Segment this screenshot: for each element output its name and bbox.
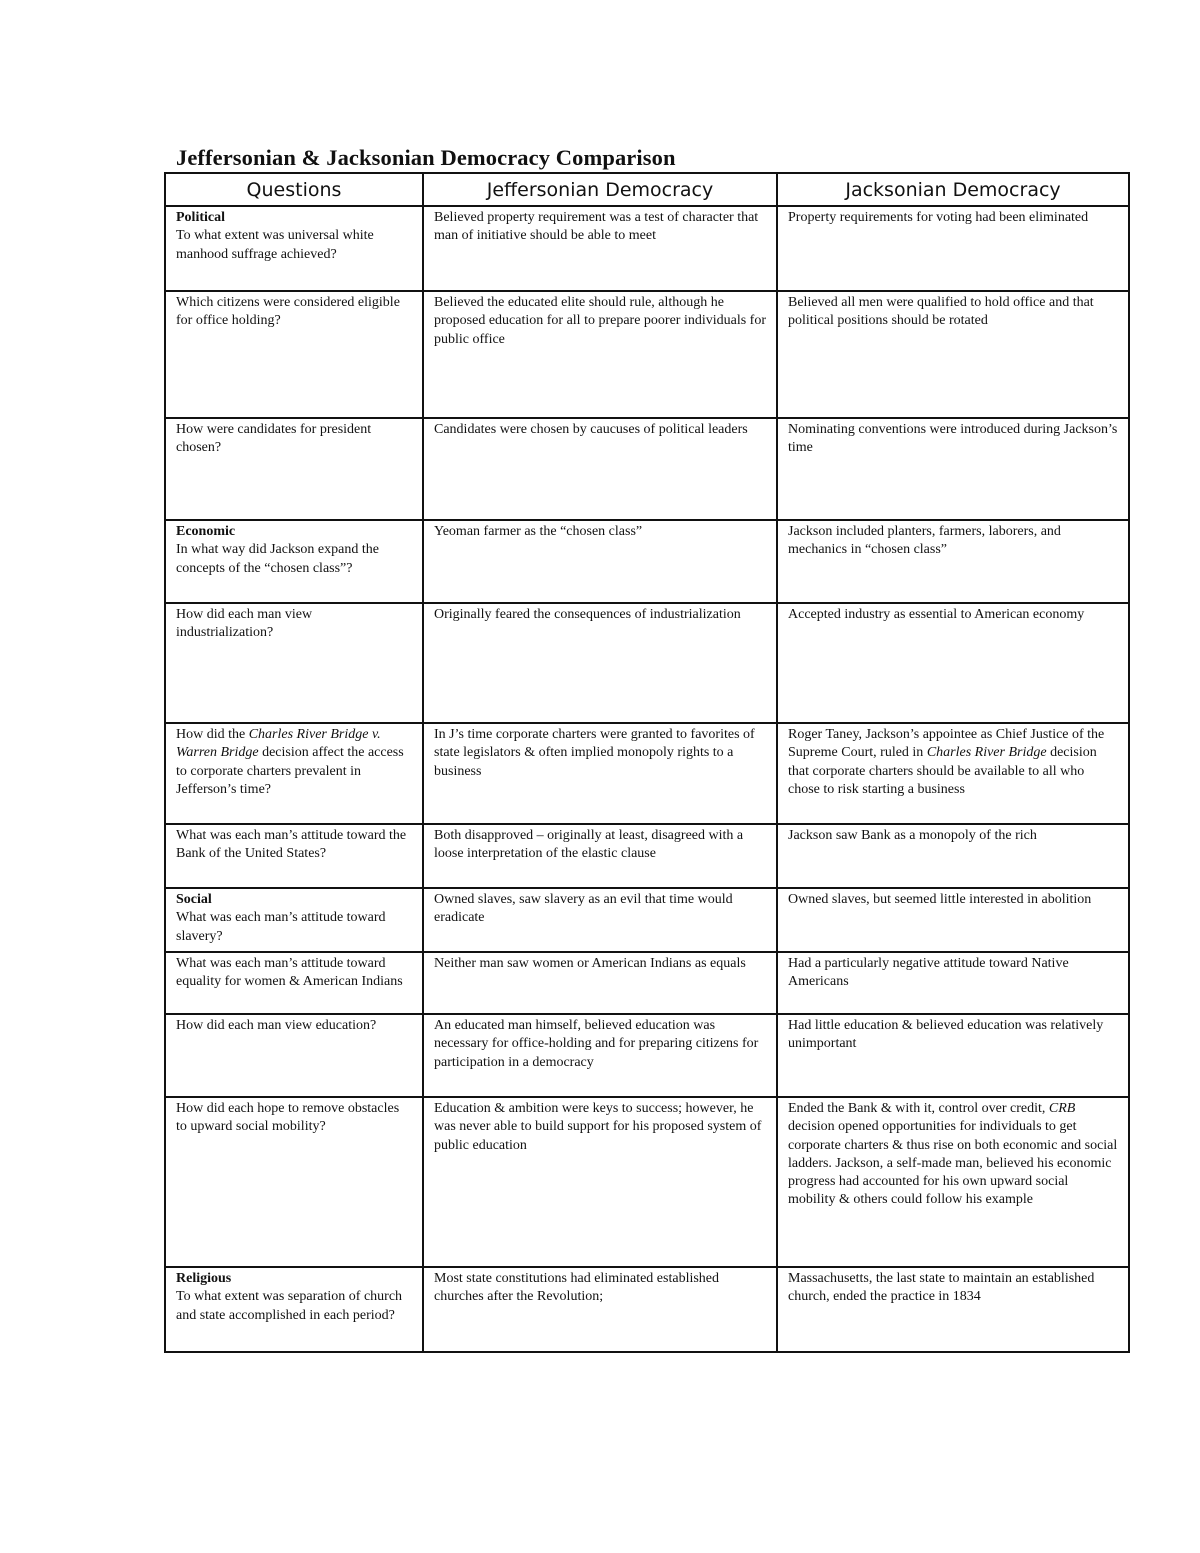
section-label-political: Political <box>176 210 225 225</box>
answer-text-post: decision opened opportunities for individuals to get corporate charters & thus rise on both economic and social ladders. Jackson, a self-made man, believed his economic progress had accounted for his own upward social mobility & others could follow his example <box>788 1119 1118 1208</box>
section-label-social: Social <box>176 892 212 907</box>
jacksonian-cell: Jackson included planters, farmers, laborers, and mechanics in “chosen class” <box>777 520 1129 603</box>
question-cell: Which citizens were considered eligible for office holding? <box>165 291 423 418</box>
question-cell: How did each man view industrialization? <box>165 603 423 723</box>
question-cell <box>165 1267 423 1352</box>
jeffersonian-cell: Candidates were chosen by caucuses of political leaders <box>423 418 777 520</box>
question-text: To what extent was separation of church and state accomplished in each period? <box>176 1289 403 1323</box>
jacksonian-cell: Massachusetts, the last state to maintain an established church, ended the practice in 1834 <box>777 1267 1129 1352</box>
jacksonian-cell: Jackson saw Bank as a monopoly of the rich <box>777 824 1129 888</box>
jacksonian-cell: Believed all men were qualified to hold office and that political positions should be rotated <box>777 291 1129 418</box>
header-jacksonian: Jacksonian Democracy <box>777 173 1129 206</box>
question-text: In what way did Jackson expand the concepts of the “chosen class”? <box>176 542 379 576</box>
table-row <box>165 1097 1129 1267</box>
header-jeffersonian: Jeffersonian Democracy <box>423 173 777 206</box>
question-cell: How were candidates for president chosen? <box>165 418 423 520</box>
jacksonian-cell: Owned slaves, but seemed little interested in abolition <box>777 888 1129 952</box>
jacksonian-cell: Had little education & believed education was relatively unimportant <box>777 1014 1129 1097</box>
section-label-religious: Religious <box>176 1271 232 1286</box>
question-cell: How did each hope to remove obstacles to upward social mobility? <box>165 1097 423 1267</box>
header-questions: Questions <box>165 173 423 206</box>
table-row <box>165 520 1129 603</box>
table-header-row <box>165 173 1129 206</box>
jacksonian-cell: Had a particularly negative attitude toward Native Americans <box>777 952 1129 1014</box>
answer-text-post: decision that corporate charters should be available to all who chose to risk starting a business <box>788 745 1097 797</box>
answer-text-pre: Roger Taney, Jackson’s appointee as Chief Justice of the Supreme Court, ruled in <box>788 727 1105 761</box>
question-text-post: decision affect the access to corporate charters prevalent in Jefferson’s time? <box>176 745 404 797</box>
answer-text-pre: Ended the Bank & with it, control over credit, <box>788 1101 1049 1116</box>
question-text: To what extent was universal white manhood suffrage achieved? <box>176 228 374 262</box>
question-text-pre: How did the <box>176 727 249 742</box>
jacksonian-cell: Property requirements for voting had been eliminated <box>777 206 1129 291</box>
comparison-table <box>164 172 1130 1353</box>
jeffersonian-cell: In J’s time corporate charters were granted to favorites of state legislators & often implied monopoly rights to a business <box>423 723 777 824</box>
question-cell: What was each man’s attitude toward the Bank of the United States? <box>165 824 423 888</box>
section-label-economic: Economic <box>176 524 236 539</box>
jacksonian-cell <box>777 723 1129 824</box>
question-cell <box>165 723 423 824</box>
question-cell <box>165 206 423 291</box>
question-text: What was each man’s attitude toward slavery? <box>176 910 386 944</box>
table-row <box>165 291 1129 418</box>
table-row <box>165 1014 1129 1097</box>
jeffersonian-cell: Both disapproved – originally at least, disagreed with a loose interpretation of the elastic clause <box>423 824 777 888</box>
jacksonian-cell <box>777 1097 1129 1267</box>
jeffersonian-cell: Believed the educated elite should rule, although he proposed education for all to prepare poorer individuals for public office <box>423 291 777 418</box>
jeffersonian-cell: Most state constitutions had eliminated established churches after the Revolution; <box>423 1267 777 1352</box>
case-name: Charles River Bridge v. Warren Bridge <box>176 727 381 761</box>
case-name: Charles River Bridge <box>926 745 1047 761</box>
jacksonian-cell: Nominating conventions were introduced during Jackson’s time <box>777 418 1129 520</box>
table-row <box>165 952 1129 1014</box>
question-cell <box>165 888 423 952</box>
table-row <box>165 888 1129 952</box>
jeffersonian-cell: Owned slaves, saw slavery as an evil that time would eradicate <box>423 888 777 952</box>
table-row <box>165 603 1129 723</box>
jeffersonian-cell: Believed property requirement was a test of character that man of initiative should be able to meet <box>423 206 777 291</box>
page-title: Jeffersonian & Jacksonian Democracy Comparison <box>176 145 676 170</box>
question-cell: What was each man’s attitude toward equality for women & American Indians <box>165 952 423 1014</box>
table-row <box>165 723 1129 824</box>
question-cell <box>165 520 423 603</box>
jeffersonian-cell: Education & ambition were keys to success; however, he was never able to build support for his proposed system of public education <box>423 1097 777 1267</box>
table-row <box>165 824 1129 888</box>
table-row <box>165 418 1129 520</box>
jacksonian-cell: Accepted industry as essential to American economy <box>777 603 1129 723</box>
jeffersonian-cell: Yeoman farmer as the “chosen class” <box>423 520 777 603</box>
jeffersonian-cell: Originally feared the consequences of industrialization <box>423 603 777 723</box>
question-cell: How did each man view education? <box>165 1014 423 1097</box>
jeffersonian-cell: Neither man saw women or American Indians as equals <box>423 952 777 1014</box>
table-row <box>165 206 1129 291</box>
jeffersonian-cell: An educated man himself, believed education was necessary for office-holding and for preparing citizens for participation in a democracy <box>423 1014 777 1097</box>
table-row <box>165 1267 1129 1352</box>
case-abbrev: CRB <box>1048 1101 1076 1116</box>
